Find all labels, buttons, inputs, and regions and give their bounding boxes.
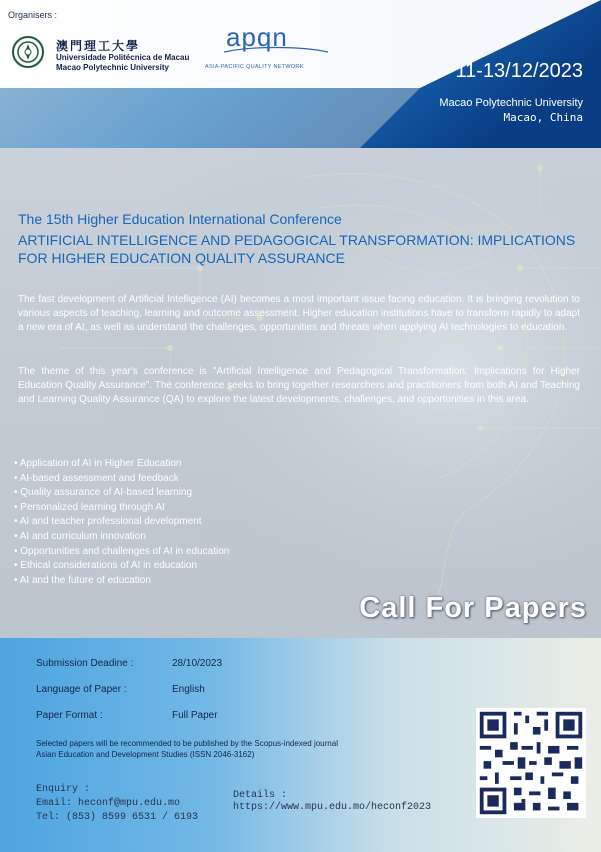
enquiry-email-link[interactable]: Email: heconf@mpu.edu.mo — [36, 798, 181, 809]
topic-item: • Ethical considerations of AI in education — [14, 560, 198, 572]
details-url-link[interactable]: https://www.mpu.edu.mo/heconf2023 — [233, 802, 432, 813]
topic-item: • Quality assurance of AI-based learning — [14, 487, 193, 499]
language-label: Language of Paper : — [36, 684, 127, 695]
header-banner — [0, 0, 601, 148]
conference-venue: Macao Polytechnic University — [439, 97, 583, 109]
topic-item: • AI and teacher professional development — [14, 516, 202, 528]
conference-city: Macao, China — [503, 111, 583, 124]
topic-item: • Personalized learning through AI — [14, 501, 165, 513]
intro-paragraph: The fast development of Artificial Intelligence (AI) becomes a most important issue facing education. It is bringing revolution to various aspects of teaching, learning and outcome assessment. Higher education institutions have to transform rapidly to adapt a new era of AI, as well as understand the challenges, opportunities and threats when applying AI technologies to education. — [18, 294, 580, 333]
publication-journal: Asian Education and Development Studies (ISSN 2046-3162) — [36, 750, 255, 759]
qr-code-icon[interactable] — [476, 708, 586, 818]
footer-info — [0, 638, 601, 852]
deadline-label: Submission Deadine : — [36, 658, 134, 669]
language-value: English — [172, 684, 205, 695]
conference-name: The 15th Higher Education International Conference — [18, 211, 342, 227]
format-label: Paper Format : — [36, 710, 103, 721]
apqn-logo: apqn — [226, 22, 288, 52]
publication-note: Selected papers will be recommended to be published by the Scopus-indexed journal — [36, 739, 338, 748]
topic-item: • AI-based assessment and feedback — [14, 472, 179, 484]
details-label: Details : — [233, 790, 288, 801]
topic-item: • AI and the future of education — [14, 574, 151, 586]
apqn-swoosh-icon — [222, 46, 330, 56]
mpu-seal-logo-icon — [12, 36, 44, 68]
theme-title: ARTIFICIAL INTELLIGENCE AND PEDAGOGICAL TRANSFORMATION: IMPLICATIONS FOR HIGHER EDUCATION QUALITY ASSURANCE — [18, 232, 576, 266]
mpu-name-english: Macao Polytechnic University — [56, 63, 169, 72]
organisers-label: Organisers : — [8, 10, 58, 20]
mpu-name-portuguese: Universidade Politécnica de Macau — [56, 53, 190, 62]
apqn-subtitle: ASIA-PACIFIC QUALITY NETWORK — [205, 64, 304, 70]
conference-dates: 11-13/12/2023 — [455, 60, 583, 82]
topic-item: • Application of AI in Higher Education — [14, 458, 182, 469]
topic-item: • Opportunities and challenges of AI in education — [14, 545, 230, 557]
call-for-papers-heading: Call For Papers — [359, 592, 587, 624]
topic-item: • AI and curriculum innovation — [14, 530, 146, 542]
format-value: Full Paper — [172, 710, 218, 721]
enquiry-label: Enquiry : — [36, 784, 91, 795]
deadline-value: 28/10/2023 — [172, 658, 223, 669]
theme-paragraph: The theme of this year's conference is "Artificial Intelligence and Pedagogical Transformation: Implications for Higher Education Quality Assurance". The conference seeks to bring together researchers and practitioners from both AI and Teaching and Learning Quality Assurance (QA) to explore the latest developments, challenges, and opportunities in this area. — [18, 366, 580, 405]
mpu-name-chinese: 澳門理工大學 — [56, 39, 141, 53]
enquiry-phone: Tel: (853) 8599 6531 / 6193 — [36, 812, 199, 823]
topic-list — [14, 457, 229, 588]
